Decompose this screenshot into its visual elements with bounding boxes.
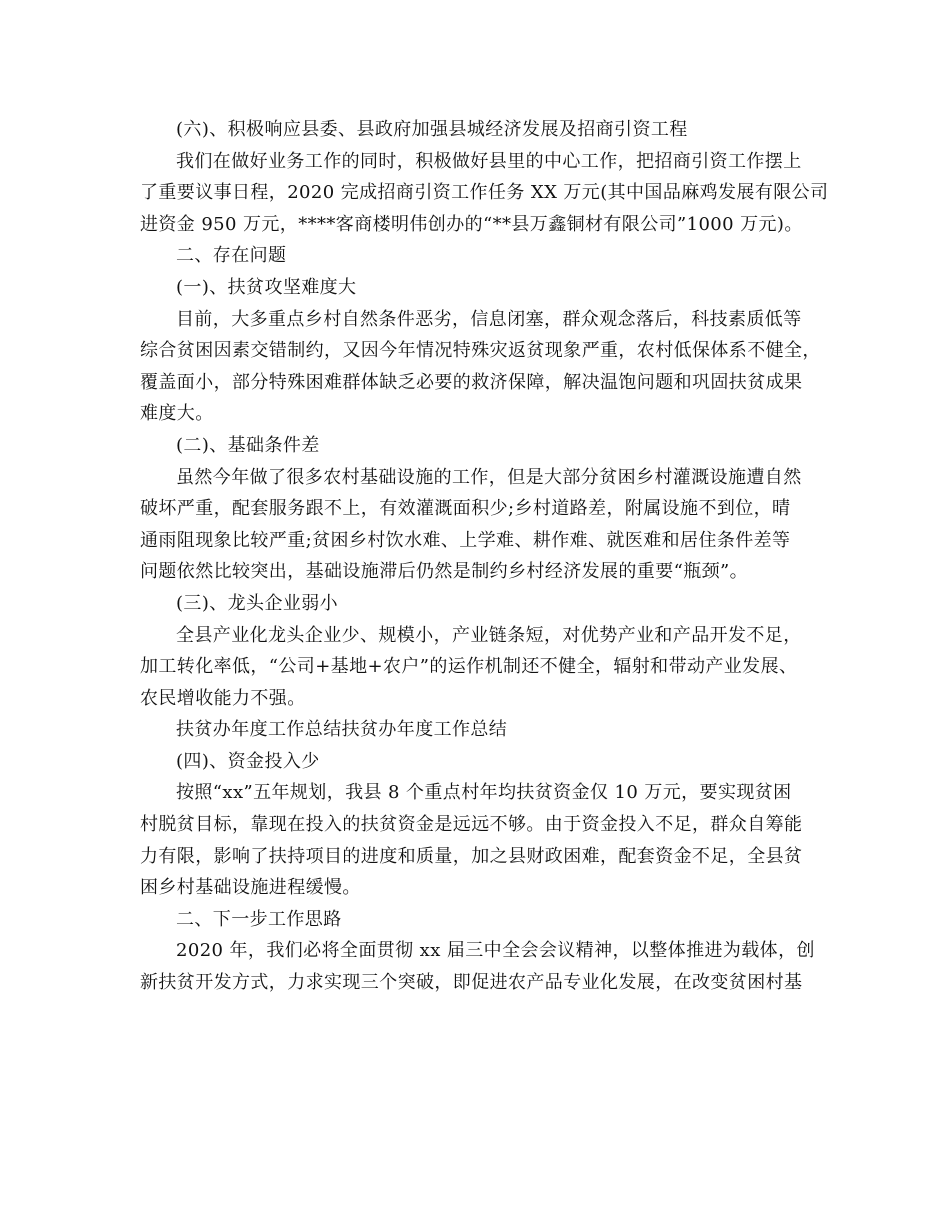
paragraph-line: 我们在做好业务工作的同时，积极做好县里的中心工作，把招商引资工作摆上 — [176, 150, 802, 172]
paragraph-line: 按照“xx”五年规划，我县 8 个重点村年均扶贫资金仅 10 万元，要实现贫困 — [176, 782, 792, 804]
paragraph-line: 虽然今年做了很多农村基础设施的工作，但是大部分贫困乡村灌溉设施遭自然 — [176, 466, 802, 488]
paragraph-line: 目前，大多重点乡村自然条件恶劣，信息闭塞，群众观念落后，科技素质低等 — [176, 308, 802, 330]
paragraph-line: 力有限，影响了扶持项目的进度和质量，加之县财政困难，配套资金不足，全县贫 — [140, 845, 803, 867]
document-body — [140, 114, 830, 999]
paragraph-line: 了重要议事日程，2020 完成招商引资工作任务 XX 万元(其中国品麻鸡发展有限公司 — [140, 182, 829, 204]
paragraph-line: 通雨阻现象比较严重;贫困乡村饮水难、上学难、耕作难、就医难和居住条件差等 — [140, 529, 791, 551]
paragraph-line: 农民增收能力不强。 — [140, 687, 306, 709]
section-heading: (三)、龙头企业弱小 — [176, 592, 339, 614]
paragraph-line: 难度大。 — [140, 403, 214, 425]
paragraph-line: 村脱贫目标，靠现在投入的扶贫资金是远远不够。由于资金投入不足，群众自筹能 — [140, 814, 803, 836]
section-heading: (二)、基础条件差 — [176, 434, 320, 456]
section-heading: (四)、资金投入少 — [176, 750, 320, 772]
paragraph-line: 问题依然比较突出，基础设施滞后仍然是制约乡村经济发展的重要“瓶颈”。 — [140, 561, 749, 583]
paragraph-line: 全县产业化龙头企业少、规模小，产业链条短，对优势产业和产品开发不足， — [176, 624, 802, 646]
paragraph-line: 进资金 950 万元，****客商楼明伟创办的“**县万鑫铜材有限公司”1000 万元)。 — [140, 213, 803, 235]
paragraph-line: 2020 年，我们必将全面贯彻 xx 届三中全会会议精神，以整体推进为载体，创 — [176, 940, 815, 962]
paragraph-line: 困乡村基础设施进程缓慢。 — [140, 877, 361, 899]
paragraph-line: 扶贫办年度工作总结扶贫办年度工作总结 — [176, 719, 508, 741]
paragraph-line: 覆盖面小，部分特殊困难群体缺乏必要的救济保障，解决温饱问题和巩固扶贫成果 — [140, 371, 803, 393]
section-heading: (一)、扶贫攻坚难度大 — [176, 276, 357, 298]
paragraph-line: 新扶贫开发方式，力求实现三个突破，即促进农产品专业化发展，在改变贫困村基 — [140, 972, 803, 994]
paragraph-line: 加工转化率低，“公司+基地+农户”的运作机制还不健全，辐射和带动产业发展、 — [140, 656, 798, 678]
section-heading: 二、存在问题 — [176, 245, 287, 267]
section-heading: (六)、积极响应县委、县政府加强县城经济发展及招商引资工程 — [176, 119, 688, 140]
section-heading: 二、下一步工作思路 — [176, 908, 342, 930]
paragraph-line: 综合贫困因素交错制约，又因今年情况特殊灾返贫现象严重，农村低保体系不健全， — [140, 340, 821, 362]
paragraph-line: 破坏严重，配套服务跟不上，有效灌溉面积少;乡村道路差，附属设施不到位，晴 — [140, 498, 791, 520]
